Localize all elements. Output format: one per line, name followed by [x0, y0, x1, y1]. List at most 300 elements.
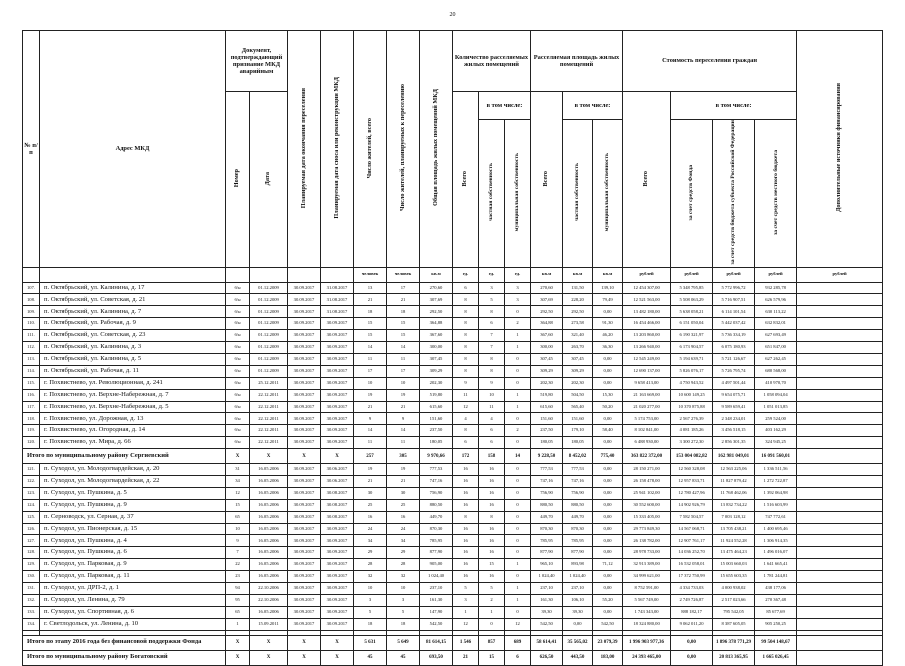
row-number: 110.	[23, 318, 40, 330]
row-cell-extra	[797, 594, 883, 606]
row-cell-end: 30.09.2017	[288, 499, 321, 511]
row-cell-dem: 31.08.2017	[321, 306, 354, 318]
row-cell-r_m: 1	[505, 559, 531, 571]
row-address: п. Суходол, ул. Спортивная, д. 6	[40, 606, 226, 618]
row-cell-date: 01.12.2009	[250, 330, 288, 342]
row-cell-r_all: 8	[453, 330, 479, 342]
row-number: 121.	[23, 464, 40, 476]
planned-demolition-header: Планируемая дата сноса или реконструкции МКД	[332, 76, 340, 219]
total-stage-row	[23, 635, 883, 650]
row-cell-a_m: 50,20	[593, 401, 623, 413]
total-cell-c_all: 1 996 903 977,36	[623, 635, 671, 650]
row-cell-dem: 30.06.2017	[321, 475, 354, 487]
area-in-that-header: в том числе:	[563, 92, 623, 120]
row-cell-r_all: 8	[453, 342, 479, 354]
table-row	[23, 464, 883, 476]
row-cell-dem: 30.09.2017	[321, 318, 354, 330]
total-cell-c_f: 153 004 082,82	[671, 449, 713, 464]
table-row	[23, 437, 883, 449]
row-cell-doc: 65	[226, 511, 250, 523]
row-cell-doc: 10	[226, 523, 250, 535]
row-cell-date: 15.09.2011	[250, 618, 288, 630]
row-cell-r_m: 0	[505, 464, 531, 476]
row-cell-c_all: 21 163 669,00	[623, 389, 671, 401]
row-cell-date: 01.12.2009	[250, 294, 288, 306]
row-cell-c_all: 8 752 591,00	[623, 582, 671, 594]
row-cell-c_all: 5 174 753,00	[623, 413, 671, 425]
row-cell-c_s: 11 924 552,28	[713, 535, 755, 547]
row-cell-doc: б/н	[226, 365, 250, 377]
row-cell-r_m: 0	[505, 523, 531, 535]
area-municipal-header: муниципальная собственность	[604, 153, 611, 232]
row-cell-r_all: 16	[453, 464, 479, 476]
total-label: Итого по муниципальному району Богатовский	[23, 650, 226, 665]
row-cell-date: 16.05.2006	[250, 535, 288, 547]
row-cell-plan: 5	[387, 606, 420, 618]
row-cell-c_l: 1 781 244,81	[755, 571, 797, 583]
row-cell-doc: б/н	[226, 377, 250, 389]
row-cell-dem: 30.09.2017	[321, 571, 354, 583]
total-cell-r_all: 1 546	[453, 635, 479, 650]
row-cell-doc: б/н	[226, 389, 250, 401]
row-cell-c_all: 21 020 277,00	[623, 401, 671, 413]
row-cell-a_all: 151,60	[531, 413, 563, 425]
row-cell-c_f: 4 750 943,52	[671, 377, 713, 389]
total-cell-r_m: 689	[505, 635, 531, 650]
table-row	[23, 606, 883, 618]
row-cell-a_all: 161,30	[531, 594, 563, 606]
row-cell-a_all: 367,60	[531, 330, 563, 342]
row-cell-extra	[797, 618, 883, 630]
row-cell-c_all: 15 333 405,00	[623, 511, 671, 523]
row-cell-a_p: 106,10	[563, 594, 593, 606]
row-cell-extra	[797, 547, 883, 559]
row-cell-c_l: 626 579,96	[755, 294, 797, 306]
row-cell-area: 747,16	[420, 475, 453, 487]
row-cell-c_s: 2 856 301,35	[713, 437, 755, 449]
row-cell-area: 1 024,40	[420, 571, 453, 583]
row-cell-dem: 30.08.2017	[321, 511, 354, 523]
row-cell-r_all: 12	[453, 401, 479, 413]
row-cell-area: 615,60	[420, 401, 453, 413]
col-num-header: № п/п	[23, 31, 40, 268]
row-cell-r_m: 0	[505, 413, 531, 425]
row-cell-c_all: 12 690 137,00	[623, 365, 671, 377]
row-cell-c_all: 18 324 880,00	[623, 618, 671, 630]
row-cell-r_all: 8	[453, 306, 479, 318]
row-number: 122.	[23, 475, 40, 487]
total-cell-r_m: 14	[505, 449, 531, 464]
row-cell-doc: б/н	[226, 318, 250, 330]
row-cell-date: 01.12.2009	[250, 353, 288, 365]
col-address-header: Адрес МКД	[40, 31, 226, 268]
row-cell-c_all: 12 454 307,00	[623, 282, 671, 294]
row-cell-c_s: 2 517 023,66	[713, 594, 755, 606]
table-row	[23, 511, 883, 523]
row-cell-end: 30.09.2017	[288, 547, 321, 559]
row-cell-extra	[797, 365, 883, 377]
planned-end-header: Планируемая дата окончания переселения	[299, 87, 307, 208]
cost-fund-header: за счет средств Фонда	[688, 164, 695, 221]
row-number: 125.	[23, 511, 40, 523]
row-cell-end: 30.09.2017	[288, 306, 321, 318]
row-cell-dem: 30.09.2017	[321, 582, 354, 594]
row-cell-c_l: 905 250,25	[755, 618, 797, 630]
row-cell-c_all: 25 941 102,00	[623, 487, 671, 499]
subtotal-sergievsky-row	[23, 449, 883, 464]
row-cell-r_p: 6	[479, 425, 505, 437]
row-cell-c_all: 30 552 600,00	[623, 499, 671, 511]
row-cell-extra	[797, 318, 883, 330]
row-cell-area: 300,00	[420, 342, 453, 354]
row-cell-extra	[797, 330, 883, 342]
row-number: 127.	[23, 535, 40, 547]
table-row	[23, 582, 883, 594]
row-cell-end: 30.09.2017	[288, 523, 321, 535]
row-cell-end: 30.09.2017	[288, 606, 321, 618]
row-cell-date: 22.12.2011	[250, 413, 288, 425]
total-cell-r_m: 6	[505, 650, 531, 665]
row-cell-c_f: 5 348 795,85	[671, 282, 713, 294]
row-cell-a_all: 300,00	[531, 342, 563, 354]
row-cell-a_p: 756,90	[563, 487, 593, 499]
row-address: п. Серноводск, ул. Серная, д. 37	[40, 511, 226, 523]
row-cell-r_all: 16	[453, 523, 479, 535]
row-cell-res: 19	[354, 389, 387, 401]
unit-cell: рублей	[623, 267, 671, 282]
row-cell-extra	[797, 559, 883, 571]
total-cell-date: X	[250, 635, 288, 650]
extra-sources-header: Дополнительные источники финансирования	[835, 83, 843, 213]
row-cell-a_p: 1 024,40	[563, 571, 593, 583]
total-cell-c_all: 363 822 372,00	[623, 449, 671, 464]
total-cell-res: 5 631	[354, 635, 387, 650]
unit-cell: человек	[354, 267, 387, 282]
row-number: 113.	[23, 353, 40, 365]
row-cell-r_p: 16	[479, 547, 505, 559]
table-row	[23, 365, 883, 377]
row-cell-dem: 30.09.2017	[321, 389, 354, 401]
row-number: 128.	[23, 547, 40, 559]
row-cell-area: 307,69	[420, 294, 453, 306]
table-row	[23, 413, 883, 425]
row-cell-a_all: 877,90	[531, 547, 563, 559]
row-cell-dem: 30.08.2017	[321, 487, 354, 499]
row-address: п. Суходол, ул. Парковая, д. 9	[40, 559, 226, 571]
row-cell-a_p: 228,20	[563, 294, 593, 306]
row-cell-end: 30.09.2017	[288, 464, 321, 476]
row-cell-extra	[797, 377, 883, 389]
row-address: п. Суходол, ул. Парковая, д. 11	[40, 571, 226, 583]
row-cell-doc: 15	[226, 499, 250, 511]
row-address: п. Суходол, ул. Пушкина, д. 4	[40, 535, 226, 547]
table-row	[23, 547, 883, 559]
row-number: 129.	[23, 559, 40, 571]
row-cell-date: 16.05.2006	[250, 511, 288, 523]
row-cell-res: 29	[354, 547, 387, 559]
row-cell-res: 25	[354, 499, 387, 511]
row-cell-a_p: 565,40	[563, 401, 593, 413]
row-cell-plan: 16	[387, 511, 420, 523]
total-cell-end: X	[288, 635, 321, 650]
row-cell-a_m: 15,30	[593, 389, 623, 401]
row-cell-res: 18	[354, 618, 387, 630]
row-cell-area: 905,00	[420, 559, 453, 571]
row-cell-date: 22.10.2006	[250, 594, 288, 606]
row-cell-a_all: 364,88	[531, 318, 563, 330]
row-cell-a_p: 880,50	[563, 499, 593, 511]
row-cell-c_s: 4 497 501,44	[713, 377, 755, 389]
total-cell-plan: 45	[387, 650, 420, 665]
row-cell-res: 15	[354, 318, 387, 330]
row-cell-a_m: 55,20	[593, 594, 623, 606]
row-cell-end: 30.09.2017	[288, 294, 321, 306]
row-cell-c_f: 10 370 875,88	[671, 401, 713, 413]
row-cell-area: 307,45	[420, 353, 453, 365]
row-cell-area: 270,60	[420, 282, 453, 294]
row-cell-c_all: 26 138 782,00	[623, 535, 671, 547]
row-cell-res: 10	[354, 582, 387, 594]
row-address: п. Суходол, ул. ДРП-2, д. 1	[40, 582, 226, 594]
row-cell-a_p: 504,50	[563, 389, 593, 401]
row-number: 111.	[23, 330, 40, 342]
row-cell-r_all: 11	[453, 389, 479, 401]
row-cell-plan: 3	[387, 594, 420, 606]
row-address: п. Суходол, ул. Молодогвардейская, д. 22	[40, 475, 226, 487]
table-row	[23, 401, 883, 413]
row-number: 112.	[23, 342, 40, 354]
row-cell-r_m: 12	[505, 618, 531, 630]
row-cell-res: 24	[354, 523, 387, 535]
row-cell-c_s: 7 003 128,12	[713, 511, 755, 523]
row-cell-area: 367,60	[420, 330, 453, 342]
row-cell-c_f: 3 300 272,30	[671, 437, 713, 449]
row-cell-dem: 31.08.2017	[321, 282, 354, 294]
row-cell-c_s: 13 475 464,23	[713, 547, 755, 559]
unit-cell: рублей	[755, 267, 797, 282]
row-cell-extra	[797, 282, 883, 294]
row-cell-c_f: 5 638 058,21	[671, 306, 713, 318]
row-cell-date: 01.12.2009	[250, 318, 288, 330]
row-cell-extra	[797, 413, 883, 425]
row-cell-r_m: 3	[505, 282, 531, 294]
unit-cell: рублей	[713, 267, 755, 282]
row-cell-dem: 30.09.2017	[321, 559, 354, 571]
table-row	[23, 377, 883, 389]
row-cell-a_m: 0,00	[593, 487, 623, 499]
row-cell-extra	[797, 464, 883, 476]
row-cell-c_l: 651 847,00	[755, 342, 797, 354]
row-number: 130.	[23, 571, 40, 583]
row-cell-extra	[797, 389, 883, 401]
unit-cell: ед.	[479, 267, 505, 282]
row-number: 133.	[23, 606, 40, 618]
table-row	[23, 389, 883, 401]
row-cell-a_m: 58,40	[593, 425, 623, 437]
total-cell-area: 693,50	[420, 650, 453, 665]
row-cell-a_p: 151,60	[563, 413, 593, 425]
row-cell-a_m: 0,00	[593, 437, 623, 449]
row-cell-extra	[797, 306, 883, 318]
table-row	[23, 523, 883, 535]
row-cell-r_p: 16	[479, 523, 505, 535]
row-address: п. Октябрьский, ул. Рабочая, д. 9	[40, 318, 226, 330]
total-cell-c_s: 162 981 049,01	[713, 449, 755, 464]
row-cell-r_p: 6	[479, 437, 505, 449]
rooms-group-header: Количество расселяемых жилых помещений	[453, 31, 531, 92]
row-number: 116.	[23, 389, 40, 401]
row-cell-a_all: 237,50	[531, 425, 563, 437]
row-cell-doc: б/н	[226, 437, 250, 449]
row-cell-doc: 9	[226, 535, 250, 547]
row-address: г. Похвистнево, ул. Дорожная, д. 13	[40, 413, 226, 425]
row-number: 115.	[23, 377, 40, 389]
row-cell-r_m: 0	[505, 306, 531, 318]
row-number: 118.	[23, 413, 40, 425]
row-cell-c_s: 9 654 075,71	[713, 389, 755, 401]
row-cell-extra	[797, 294, 883, 306]
row-address: п. Октябрьский, ул. Калинина, д. 3	[40, 342, 226, 354]
row-cell-a_p: 180,05	[563, 437, 593, 449]
residents-total-header: Число жителей, всего	[365, 117, 373, 178]
row-cell-r_p: 5	[479, 582, 505, 594]
row-cell-end: 30.09.2017	[288, 318, 321, 330]
row-cell-c_l: 403 162,29	[755, 425, 797, 437]
row-cell-a_all: 270,60	[531, 282, 563, 294]
table-row	[23, 487, 883, 499]
row-cell-c_f: 12 907 761,17	[671, 535, 713, 547]
row-cell-doc: 22	[226, 559, 250, 571]
row-cell-c_s: 9 589 659,41	[713, 401, 755, 413]
row-cell-plan: 14	[387, 425, 420, 437]
row-cell-plan: 15	[387, 330, 420, 342]
row-cell-a_m: 71,12	[593, 559, 623, 571]
row-cell-date: 01.12.2009	[250, 282, 288, 294]
row-cell-area: 756,90	[420, 487, 453, 499]
row-number: 107.	[23, 282, 40, 294]
row-cell-c_l: 630 113,22	[755, 306, 797, 318]
row-cell-c_f: 10 600 149,25	[671, 389, 713, 401]
total-cell-date: X	[250, 449, 288, 464]
row-number: 108.	[23, 294, 40, 306]
row-cell-c_s: 5 442 037,42	[713, 318, 755, 330]
unit-cell: ед.	[505, 267, 531, 282]
row-cell-a_all: 449,70	[531, 511, 563, 523]
row-cell-c_f: 9 062 011,20	[671, 618, 713, 630]
total-cell-res: 257	[354, 449, 387, 464]
area-total-header: Всего	[542, 170, 550, 186]
row-address: г. Похвистнево, ул. Огородная, д. 14	[40, 425, 226, 437]
total-cell-a_all: 626,50	[531, 650, 563, 665]
row-cell-end: 30.09.2017	[288, 353, 321, 365]
row-cell-end: 30.09.2017	[288, 377, 321, 389]
row-cell-c_all: 6 488 930,00	[623, 437, 671, 449]
row-cell-a_m: 542,50	[593, 618, 623, 630]
total-cell-doc: X	[226, 635, 250, 650]
row-cell-c_s: 6 075 180,93	[713, 342, 755, 354]
table-row	[23, 306, 883, 318]
row-cell-c_all: 5 567 749,00	[623, 594, 671, 606]
row-cell-a_m: 0,00	[593, 499, 623, 511]
row-cell-dem: 30.09.2017	[321, 353, 354, 365]
row-cell-c_l: 438 177,06	[755, 582, 797, 594]
row-cell-res: 16	[354, 511, 387, 523]
row-cell-c_f: 5 826 076,17	[671, 365, 713, 377]
row-cell-area: 161,30	[420, 594, 453, 606]
row-cell-r_p: 8	[479, 306, 505, 318]
row-cell-a_m: 0,00	[593, 306, 623, 318]
total-cell-date: X	[250, 650, 288, 665]
row-cell-plan: 28	[387, 559, 420, 571]
row-cell-res: 15	[354, 330, 387, 342]
row-cell-area: 237,10	[420, 582, 453, 594]
unit-cell: рублей	[671, 267, 713, 282]
row-cell-c_f: 14 902 926,79	[671, 499, 713, 511]
row-cell-c_l: 270 367,48	[755, 594, 797, 606]
row-cell-plan: 9	[387, 413, 420, 425]
row-cell-a_all: 307,69	[531, 294, 563, 306]
doc-group-header: Документ, подтверждающий признание МКД аварийным	[226, 31, 288, 92]
row-cell-a_m: 139,10	[593, 282, 623, 294]
row-cell-a_m: 0,00	[593, 413, 623, 425]
row-cell-c_all: 16 454 466,00	[623, 318, 671, 330]
row-cell-dem: 30.09.2017	[321, 437, 354, 449]
row-cell-res: 30	[354, 487, 387, 499]
row-cell-plan: 17	[387, 365, 420, 377]
row-cell-res: 11	[354, 437, 387, 449]
row-cell-date: 01.12.2009	[250, 306, 288, 318]
row-cell-end: 30.09.2017	[288, 342, 321, 354]
row-address: п. Октябрьский, ул. Советская, д. 23	[40, 330, 226, 342]
row-cell-c_s: 11 768 462,06	[713, 487, 755, 499]
row-cell-c_s: 13 705 438,21	[713, 523, 755, 535]
row-cell-c_l: 1 516 603,99	[755, 499, 797, 511]
row-cell-end: 30.09.2017	[288, 618, 321, 630]
table-row	[23, 618, 883, 630]
row-cell-end: 30.09.2017	[288, 389, 321, 401]
row-cell-a_p: 777,53	[563, 464, 593, 476]
row-cell-area: 877,90	[420, 547, 453, 559]
row-cell-res: 5	[354, 606, 387, 618]
row-cell-a_p: 877,90	[563, 547, 593, 559]
row-cell-doc: 65	[226, 606, 250, 618]
total-cell-area: 81 614,15	[420, 635, 453, 650]
row-cell-end: 30.09.2017	[288, 571, 321, 583]
total-cell-c_s: 1 896 378 771,29	[713, 635, 755, 650]
row-cell-c_l: 85 677,69	[755, 606, 797, 618]
row-cell-doc: б/н	[226, 413, 250, 425]
row-cell-r_p: 16	[479, 535, 505, 547]
total-cell-a_m: 775,40	[593, 449, 623, 464]
row-number: 124.	[23, 499, 40, 511]
row-cell-date: 22.12.2011	[250, 437, 288, 449]
total-label: Итого по муниципальному району Сергиевский	[23, 449, 226, 464]
table-row	[23, 594, 883, 606]
unit-cell: кв.м	[563, 267, 593, 282]
residents-planned-header: Число жителей, планируемых к переселению	[398, 84, 406, 212]
row-cell-end: 30.09.2017	[288, 559, 321, 571]
table-row	[23, 559, 883, 571]
resettlement-table	[22, 30, 883, 666]
row-cell-c_all: 29 773 849,30	[623, 523, 671, 535]
row-cell-c_s: 5 772 996,72	[713, 282, 755, 294]
total-cell-doc: X	[226, 650, 250, 665]
row-cell-r_all: 16	[453, 475, 479, 487]
row-cell-r_all: 8	[453, 294, 479, 306]
row-cell-dem: 30.09.2017	[321, 330, 354, 342]
row-cell-dem: 30.09.2017	[321, 365, 354, 377]
row-cell-extra	[797, 582, 883, 594]
